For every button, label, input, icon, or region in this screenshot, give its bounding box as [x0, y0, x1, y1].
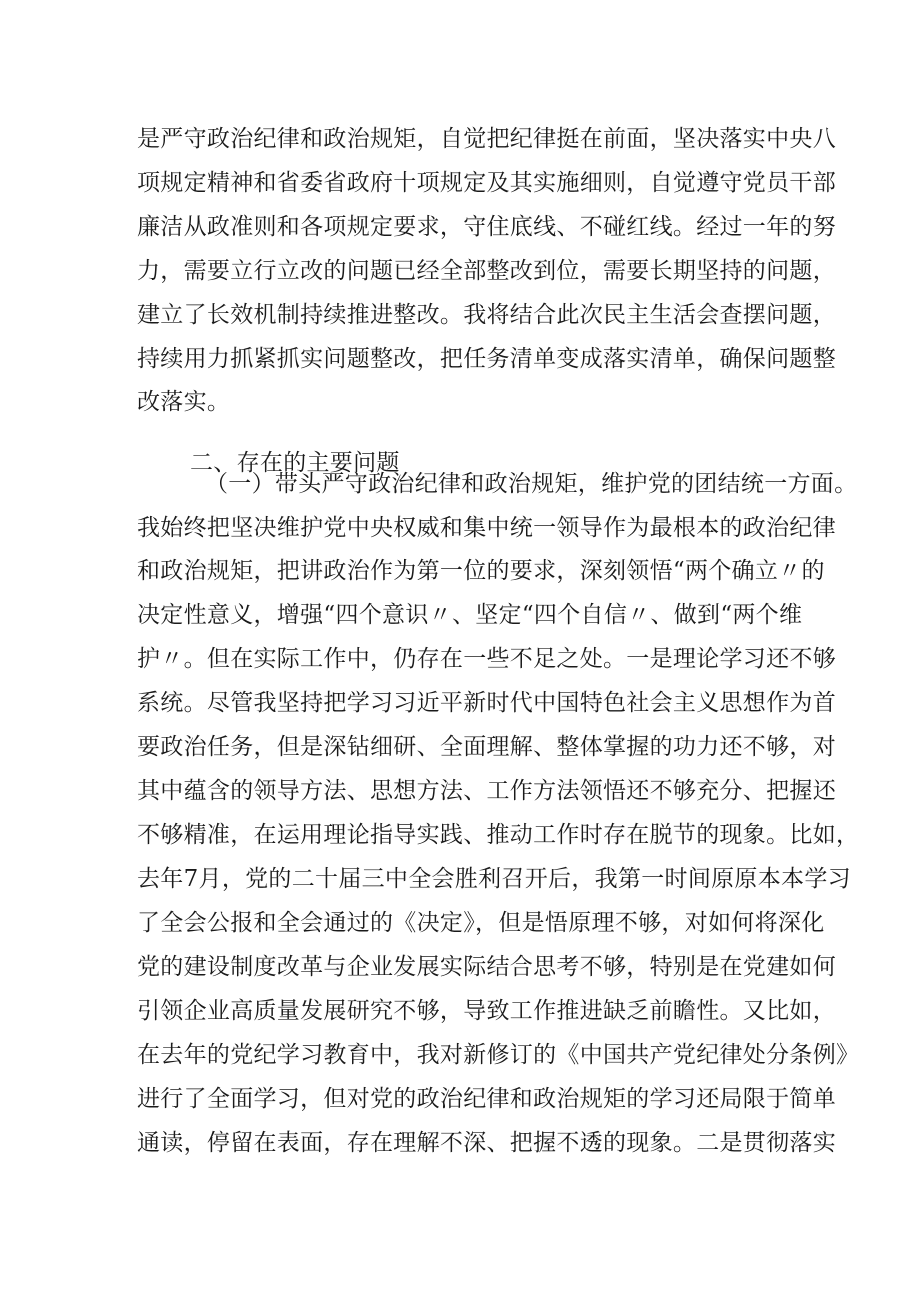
subsection-heading: （一）带头严守政治纪律和政治规矩，维护党的团结统一方面。 — [205, 471, 858, 497]
paragraph-line: 引领企业高质量发展研究不够，导致工作推进缺乏前瞻性。又比如， — [137, 998, 836, 1024]
paragraph-line: 通读，停留在表面，存在理解不深、把握不透的现象。二是贯彻落实 — [137, 1130, 836, 1156]
paragraph-line: 护〃。但在实际工作中，仍存在一些不足之处。一是理论学习还不够 — [137, 646, 836, 672]
paragraph-line: 我始终把坚决维护党中央权威和集中统一领导作为最根本的政治纪律 — [137, 515, 836, 541]
paragraph-line: 了全会公报和全会通过的《决定》，但是悟原理不够，对如何将深化 — [137, 910, 825, 936]
paragraph-line: 决定性意义，增强“四个意识〃、坚定“四个自信〃、做到“两个维 — [137, 602, 803, 628]
paragraph-line: 改落实。 — [137, 389, 231, 415]
paragraph-line: 力，需要立行立改的问题已经全部整改到位，需要长期坚持的问题， — [137, 258, 836, 284]
paragraph-line: 不够精准，在运用理论指导实践、推动工作时存在脱节的现象。比如， — [137, 822, 860, 848]
paragraph-line: 在去年的党纪学习教育中，我对新修订的《中国共产党纪律处分条例》 — [137, 1042, 860, 1068]
paragraph-line: 是严守政治纪律和政治规矩，自觉把纪律挺在前面，坚决落实中央八 — [137, 126, 836, 152]
section-heading: 二、存在的主要问题 — [190, 450, 400, 476]
paragraph-line: 要政治任务，但是深钻细研、全面理解、整体掌握的功力还不够，对 — [137, 734, 836, 760]
paragraph-line: 建立了长效机制持续推进整改。我将结合此次民主生活会查摆问题， — [137, 302, 836, 328]
paragraph-line: 持续用力抓紧抓实问题整改，把任务清单变成落实清单，确保问题整 — [137, 346, 836, 372]
paragraph-line: 廉洁从政准则和各项规定要求，守住底线、不碰红线。经过一年的努 — [137, 214, 836, 240]
paragraph-line: 其中蕴含的领导方法、思想方法、工作方法领悟还不够充分、把握还 — [137, 778, 836, 804]
paragraph-line: 去年7月，党的二十届三中全会胜利召开后，我第一时间原原本本学习 — [137, 866, 851, 892]
paragraph-line: 进行了全面学习，但对党的政治纪律和政治规矩的学习还局限于简单 — [137, 1086, 836, 1112]
paragraph-line: 项规定精神和省委省政府十项规定及其实施细则，自觉遵守党员干部 — [137, 170, 836, 196]
paragraph-line: 党的建设制度改革与企业发展实际结合思考不够，特别是在党建如何 — [137, 954, 836, 980]
paragraph-line: 系统。尽管我坚持把学习习近平新时代中国特色社会主义思想作为首 — [137, 690, 836, 716]
paragraph-line: 和政治规矩，把讲政治作为第一位的要求，深刻领悟“两个确立〃的 — [137, 558, 825, 584]
